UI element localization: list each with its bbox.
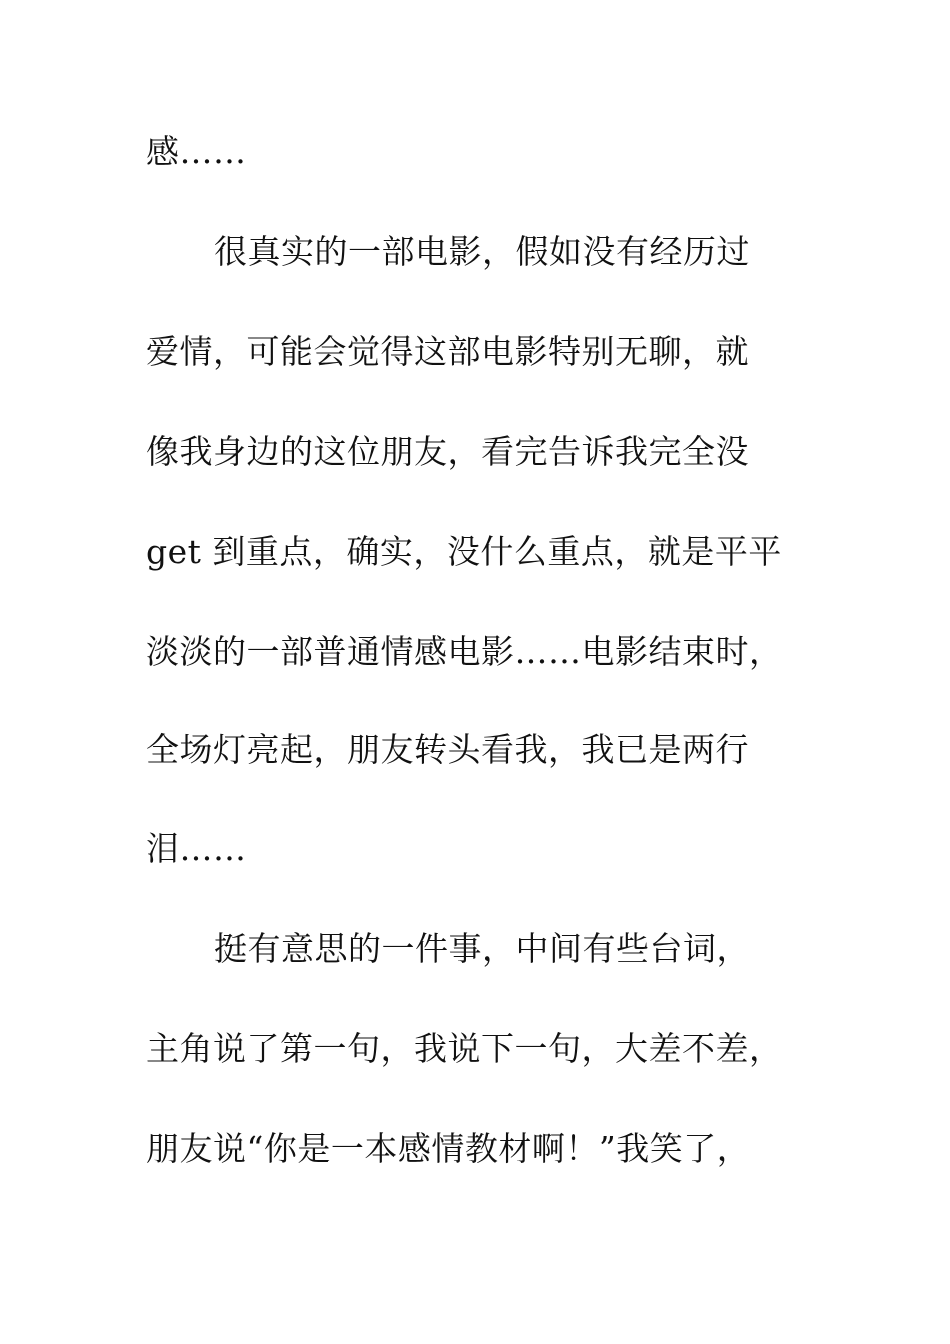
text-line: 感…… <box>146 132 247 171</box>
paragraph-start-line: 挺有意思的一件事，中间有些台词， <box>214 929 750 968</box>
text-line: 爱情，可能会觉得这部电影特别无聊，就 <box>146 332 749 371</box>
text-line: get 到重点，确实，没什么重点，就是平平 <box>146 532 782 571</box>
text-line: 朋友说“你是一本感情教材啊！”我笑了， <box>146 1129 751 1168</box>
text-line: 主角说了第一句，我说下一句，大差不差， <box>146 1029 783 1068</box>
text-line: 泪…… <box>146 829 247 868</box>
text-line: 像我身边的这位朋友，看完告诉我完全没 <box>146 432 749 471</box>
text-line: 全场灯亮起，朋友转头看我，我已是两行 <box>146 730 749 769</box>
paragraph-start-line: 很真实的一部电影，假如没有经历过 <box>214 232 750 271</box>
text-line: 淡淡的一部普通情感电影……电影结束时， <box>146 632 783 671</box>
